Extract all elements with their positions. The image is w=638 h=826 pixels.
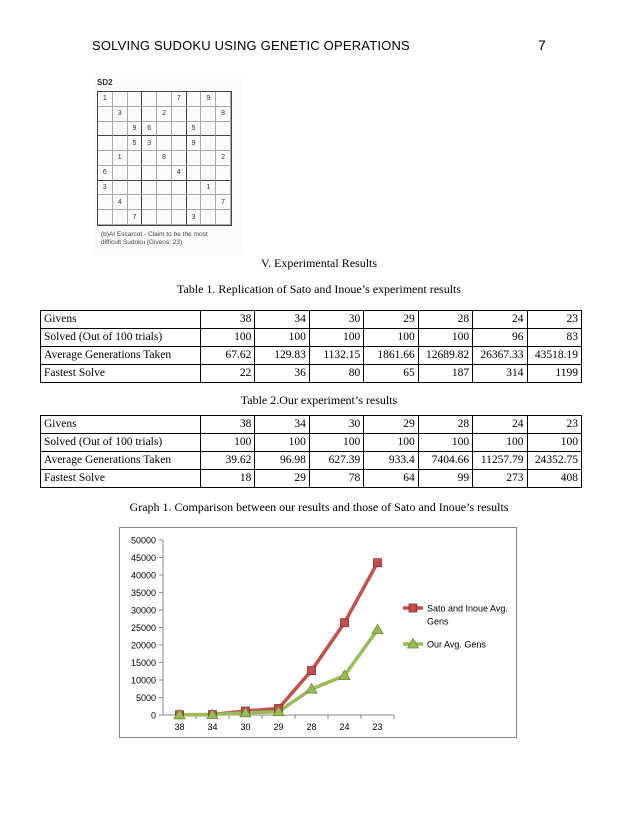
- table-row: [41, 416, 582, 434]
- legend-label: Gens: [427, 616, 449, 627]
- sudoku-cell: 3: [187, 210, 202, 225]
- table2: [40, 415, 582, 488]
- sudoku-cell: 7: [128, 210, 143, 225]
- table-cell: 129.83: [255, 347, 309, 365]
- sudoku-cell: [128, 107, 143, 122]
- sudoku-cell: 3: [113, 107, 128, 122]
- table-cell: 28: [418, 311, 472, 329]
- sudoku-cell: [216, 122, 231, 137]
- y-tick-label: 50000: [130, 535, 156, 546]
- table-cell: 83: [527, 329, 581, 347]
- y-tick-label: 5000: [135, 693, 156, 703]
- sudoku-cell: [128, 166, 143, 181]
- sudoku-cell: [98, 107, 113, 122]
- table-cell: 29: [364, 416, 418, 434]
- table-cell: 99: [418, 470, 472, 488]
- table-cell: 187: [418, 365, 472, 383]
- table-cell: 408: [527, 470, 581, 488]
- series-line-0: [180, 563, 378, 715]
- sudoku-cell: [113, 166, 128, 181]
- table-cell: 11257.79: [473, 452, 527, 470]
- sudoku-cell: 7: [216, 195, 231, 210]
- table-cell: 39.62: [201, 452, 255, 470]
- table-cell: 100: [201, 329, 255, 347]
- sudoku-caption: [101, 231, 241, 247]
- sudoku-cell: [172, 195, 187, 210]
- table-cell: 34: [255, 416, 309, 434]
- row-header-cell: Average Generations Taken: [41, 347, 201, 365]
- sudoku-cell: [187, 166, 202, 181]
- sudoku-cell: [157, 210, 172, 225]
- sudoku-cell: [98, 210, 113, 225]
- sudoku-cell: [98, 195, 113, 210]
- sudoku-cell: [172, 181, 187, 196]
- y-tick-label: 15000: [130, 658, 156, 668]
- sudoku-cell: [187, 195, 202, 210]
- table-cell: 100: [309, 329, 363, 347]
- legend-label: Our Avg. Gens: [427, 639, 486, 650]
- y-tick-label: 10000: [130, 675, 156, 686]
- sudoku-cell: [113, 92, 128, 107]
- chart-container: [119, 527, 517, 738]
- sudoku-grid: [97, 91, 232, 226]
- x-tick-label: 34: [207, 722, 218, 732]
- y-tick-label: 30000: [130, 605, 156, 616]
- table-cell: 64: [364, 470, 418, 488]
- sudoku-cell: [157, 181, 172, 196]
- sudoku-cell: 7: [172, 92, 187, 107]
- y-tick-label: 20000: [130, 640, 156, 651]
- sudoku-cell: [172, 151, 187, 166]
- sudoku-cell: [157, 92, 172, 107]
- sudoku-cell: [172, 210, 187, 225]
- sudoku-cell: [201, 107, 216, 122]
- sudoku-cell: [98, 151, 113, 166]
- x-tick-label: 30: [240, 722, 251, 732]
- sudoku-cell: [142, 107, 157, 122]
- sudoku-cell: 9: [187, 136, 202, 151]
- table-cell: 22: [201, 365, 255, 383]
- table-cell: 627.39: [309, 452, 363, 470]
- sudoku-cell: 4: [113, 195, 128, 210]
- table-row: [41, 329, 582, 347]
- sudoku-cell: [216, 166, 231, 181]
- sudoku-cell: [142, 210, 157, 225]
- table-cell: 23: [527, 416, 581, 434]
- sudoku-cell: [157, 195, 172, 210]
- row-header-cell: Solved (Out of 100 trials): [41, 329, 201, 347]
- table-cell: 1861.66: [364, 347, 418, 365]
- table-cell: 100: [255, 434, 309, 452]
- row-header-cell: Fastest Solve: [41, 365, 201, 383]
- row-header-cell: Givens: [41, 416, 201, 434]
- y-tick-label: 0: [150, 710, 156, 721]
- sudoku-cell: [216, 136, 231, 151]
- sudoku-cell: 5: [128, 136, 143, 151]
- table-cell: 933.4: [364, 452, 418, 470]
- sudoku-cell: 2: [157, 107, 172, 122]
- sudoku-cell: 2: [216, 151, 231, 166]
- table-cell: 96.98: [255, 452, 309, 470]
- y-tick-label: 45000: [130, 553, 156, 563]
- row-header-cell: Solved (Out of 100 trials): [41, 434, 201, 452]
- x-tick-label: 28: [306, 722, 317, 732]
- table-row: [41, 434, 582, 452]
- line-chart: [120, 528, 516, 737]
- table-cell: 24: [473, 416, 527, 434]
- sudoku-cell: [142, 151, 157, 166]
- sudoku-cell: 6: [142, 122, 157, 137]
- table-cell: 18: [201, 470, 255, 488]
- table-cell: 1132.15: [309, 347, 363, 365]
- table-cell: 100: [473, 434, 527, 452]
- table-cell: 7404.66: [418, 452, 472, 470]
- table-cell: 24352.75: [527, 452, 581, 470]
- sudoku-cell: [128, 195, 143, 210]
- sudoku-cell: 9: [128, 122, 143, 137]
- data-point-series-0: [308, 667, 316, 675]
- table-cell: 314: [473, 365, 527, 383]
- sudoku-cell: 1: [113, 151, 128, 166]
- sudoku-cell: [142, 166, 157, 181]
- sudoku-cell: 3: [142, 136, 157, 151]
- sudoku-caption-line: (b)AI Escarcot - Claim to be the most: [101, 231, 208, 238]
- data-point-series-0: [374, 559, 382, 567]
- table-cell: 1199: [527, 365, 581, 383]
- sudoku-cell: [201, 151, 216, 166]
- sudoku-caption-line: difficult Sudoku (Givens: 23): [101, 239, 183, 246]
- sudoku-cell: [201, 166, 216, 181]
- row-header-cell: Givens: [41, 311, 201, 329]
- table-cell: 43518.19: [527, 347, 581, 365]
- sudoku-cell: [98, 122, 113, 137]
- table-cell: 67.62: [201, 347, 255, 365]
- table-cell: 100: [255, 329, 309, 347]
- sudoku-cell: [98, 136, 113, 151]
- sudoku-cell: [128, 181, 143, 196]
- sudoku-figure: [93, 77, 243, 255]
- table-row: [41, 470, 582, 488]
- sudoku-cell: 1: [98, 92, 113, 107]
- sudoku-cell: 9: [201, 92, 216, 107]
- sudoku-cell: [172, 122, 187, 137]
- sudoku-cell: [187, 107, 202, 122]
- page-header-title: SOLVING SUDOKU USING GENETIC OPERATIONS: [92, 38, 410, 53]
- table-row: [41, 347, 582, 365]
- sudoku-cell: 6: [98, 166, 113, 181]
- sudoku-cell: 8: [157, 151, 172, 166]
- sudoku-cell: 1: [201, 181, 216, 196]
- series-line-1: [180, 630, 378, 715]
- sudoku-cell: [142, 92, 157, 107]
- table-cell: 65: [364, 365, 418, 383]
- table-cell: 100: [418, 434, 472, 452]
- x-tick-label: 24: [339, 722, 350, 732]
- sudoku-cell: [201, 195, 216, 210]
- sudoku-cell: [113, 181, 128, 196]
- table-cell: 100: [309, 434, 363, 452]
- legend-marker: [409, 604, 417, 612]
- table-cell: 30: [309, 311, 363, 329]
- sudoku-cell: [113, 210, 128, 225]
- sudoku-cell: [157, 166, 172, 181]
- table-cell: 30: [309, 416, 363, 434]
- table-cell: 24: [473, 311, 527, 329]
- sudoku-cell: [216, 92, 231, 107]
- sudoku-cell: [157, 136, 172, 151]
- sudoku-cell: [216, 181, 231, 196]
- legend-label: Sato and Inoue Avg.: [427, 603, 508, 614]
- sudoku-cell: 5: [187, 122, 202, 137]
- row-header-cell: Fastest Solve: [41, 470, 201, 488]
- sudoku-cell: [216, 210, 231, 225]
- sudoku-cell: [172, 107, 187, 122]
- table-cell: 26367.33: [473, 347, 527, 365]
- sudoku-label: SD2: [97, 78, 113, 87]
- x-tick-label: 23: [372, 722, 383, 732]
- table-cell: 96: [473, 329, 527, 347]
- sudoku-cell: [201, 122, 216, 137]
- sudoku-cell: [113, 136, 128, 151]
- y-tick-label: 40000: [130, 570, 156, 581]
- sudoku-cell: [142, 181, 157, 196]
- table-cell: 100: [418, 329, 472, 347]
- table-cell: 38: [201, 311, 255, 329]
- sudoku-cell: [201, 136, 216, 151]
- table-cell: 29: [364, 311, 418, 329]
- data-point-series-0: [341, 619, 349, 627]
- sudoku-cell: [187, 92, 202, 107]
- graph-caption: Graph 1. Comparison between our results and those of Sato and Inoue’s results: [129, 500, 509, 514]
- table-cell: 100: [201, 434, 255, 452]
- sudoku-cell: [142, 195, 157, 210]
- row-header-cell: Average Generations Taken: [41, 452, 201, 470]
- sudoku-cell: [187, 181, 202, 196]
- table-cell: 28: [418, 416, 472, 434]
- sudoku-cell: [113, 122, 128, 137]
- table-row: [41, 365, 582, 383]
- table1: [40, 310, 582, 383]
- page-number: 7: [538, 37, 546, 53]
- table-cell: 38: [201, 416, 255, 434]
- table2-caption: Table 2.Our experiment’s results: [240, 393, 398, 407]
- table-cell: 78: [309, 470, 363, 488]
- table-cell: 100: [364, 434, 418, 452]
- sudoku-cell: [201, 210, 216, 225]
- sudoku-cell: 8: [216, 107, 231, 122]
- sudoku-cell: [172, 136, 187, 151]
- y-tick-label: 25000: [130, 623, 156, 633]
- y-tick-label: 35000: [130, 588, 156, 598]
- sudoku-cell: [128, 151, 143, 166]
- sudoku-cell: 4: [172, 166, 187, 181]
- section-title: V. Experimental Results: [260, 256, 378, 270]
- table-cell: 100: [527, 434, 581, 452]
- table-cell: 12689.82: [418, 347, 472, 365]
- table-cell: 34: [255, 311, 309, 329]
- sudoku-cell: 3: [98, 181, 113, 196]
- table-cell: 100: [364, 329, 418, 347]
- table-row: [41, 311, 582, 329]
- table-cell: 23: [527, 311, 581, 329]
- table-cell: 273: [473, 470, 527, 488]
- sudoku-cell: [128, 92, 143, 107]
- table1-caption: Table 1. Replication of Sato and Inoue’s experiment results: [176, 282, 462, 296]
- sudoku-cell: [157, 122, 172, 137]
- table-row: [41, 452, 582, 470]
- table-cell: 29: [255, 470, 309, 488]
- sudoku-cell: [187, 151, 202, 166]
- table-cell: 80: [309, 365, 363, 383]
- x-tick-label: 38: [174, 722, 185, 732]
- x-tick-label: 29: [273, 722, 284, 732]
- data-point-series-1: [372, 624, 383, 634]
- table-cell: 36: [255, 365, 309, 383]
